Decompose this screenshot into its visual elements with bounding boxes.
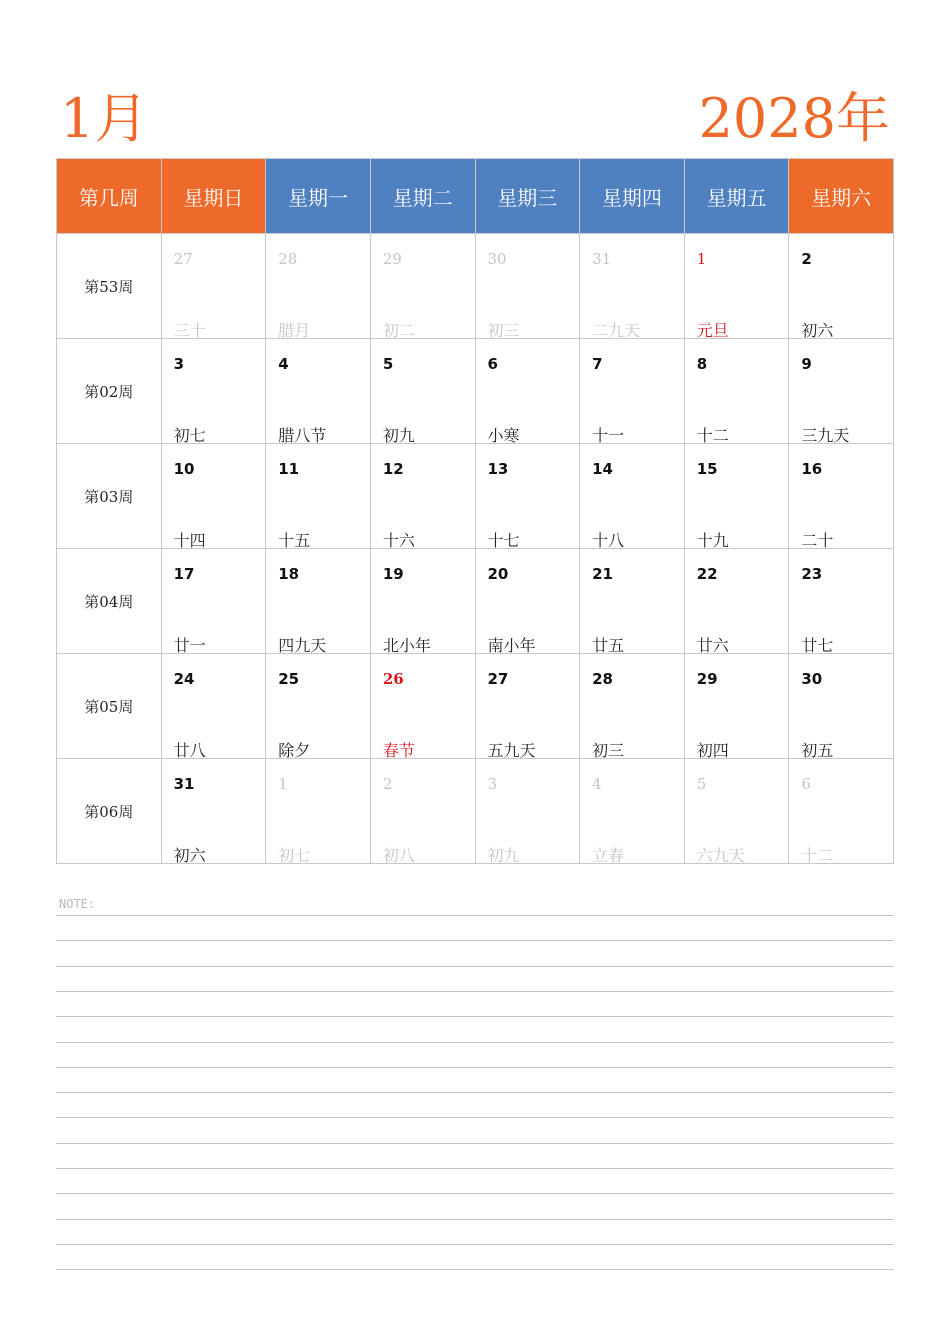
- week-number-cell: 第03周: [57, 444, 162, 549]
- note-line[interactable]: [56, 915, 894, 916]
- day-cell[interactable]: [370, 444, 475, 549]
- lunar-date: 二十: [801, 531, 834, 550]
- day-number: 27: [173, 250, 193, 268]
- day-number: 17: [173, 565, 195, 583]
- day-number: 31: [592, 250, 612, 268]
- day-cell[interactable]: [789, 759, 894, 864]
- lunar-date: 十六: [382, 531, 415, 550]
- week-row: [57, 759, 894, 864]
- note-line[interactable]: [56, 1244, 894, 1245]
- lunar-date: 初五: [801, 741, 834, 760]
- note-line[interactable]: [56, 1117, 894, 1118]
- day-cell[interactable]: [475, 339, 580, 444]
- lunar-date: 五九天: [487, 741, 536, 760]
- note-line[interactable]: [56, 991, 894, 992]
- note-label: NOTE:: [59, 897, 96, 911]
- lunar-date: 三十: [173, 321, 206, 340]
- day-number: 4: [592, 775, 602, 793]
- day-number: 20: [487, 565, 509, 583]
- lunar-date: 初二: [382, 321, 415, 340]
- lunar-date: 初六: [173, 846, 206, 865]
- day-cell[interactable]: [161, 549, 266, 654]
- day-number: 6: [801, 775, 811, 793]
- day-cell[interactable]: [684, 234, 789, 339]
- day-number: 2: [801, 250, 812, 268]
- day-cell[interactable]: [684, 339, 789, 444]
- day-cell[interactable]: [580, 759, 685, 864]
- day-cell[interactable]: [266, 339, 371, 444]
- day-cell[interactable]: [161, 654, 266, 759]
- day-number: 5: [382, 355, 394, 373]
- note-line[interactable]: [56, 966, 894, 967]
- lunar-date: 小寒: [487, 426, 520, 445]
- note-line[interactable]: [56, 1067, 894, 1068]
- week-row: [57, 339, 894, 444]
- lunar-date: 廿一: [173, 636, 206, 655]
- day-number: 7: [592, 355, 603, 373]
- day-number: 21: [592, 565, 613, 583]
- lunar-date: 元旦: [696, 321, 729, 340]
- day-cell[interactable]: [684, 549, 789, 654]
- day-number: 29: [696, 670, 718, 688]
- note-line[interactable]: [56, 1143, 894, 1144]
- lunar-date: 廿五: [592, 636, 625, 655]
- day-cell[interactable]: [266, 444, 371, 549]
- day-cell[interactable]: [684, 444, 789, 549]
- note-line[interactable]: [56, 1219, 894, 1220]
- day-number: 3: [173, 355, 185, 373]
- day-cell[interactable]: [684, 759, 789, 864]
- day-cell[interactable]: [580, 654, 685, 759]
- lunar-date: 初三: [487, 321, 520, 340]
- day-cell[interactable]: [266, 759, 371, 864]
- week-row: [57, 444, 894, 549]
- day-cell[interactable]: [161, 759, 266, 864]
- lunar-date: 十四: [173, 531, 206, 550]
- week-row: [57, 549, 894, 654]
- note-line[interactable]: [56, 940, 894, 941]
- day-number: 12: [382, 460, 404, 478]
- day-cell[interactable]: [475, 654, 580, 759]
- day-number: 3: [487, 775, 498, 793]
- day-cell[interactable]: [475, 759, 580, 864]
- year-title: 2028年: [698, 87, 890, 150]
- day-number: 24: [173, 670, 195, 688]
- lunar-date: 除夕: [278, 741, 311, 760]
- lunar-date: 六九天: [696, 846, 745, 865]
- lunar-date: 初七: [278, 846, 311, 865]
- note-line[interactable]: [56, 1016, 894, 1017]
- day-cell[interactable]: [161, 444, 266, 549]
- lunar-date: 十一: [592, 426, 625, 445]
- day-number: 6: [487, 355, 498, 373]
- lunar-date: 三九天: [801, 426, 850, 445]
- day-cell[interactable]: [475, 234, 580, 339]
- lunar-date: 春节: [382, 741, 415, 760]
- day-number: 11: [278, 460, 300, 478]
- lunar-date: 十五: [278, 531, 311, 550]
- day-number: 9: [801, 355, 812, 373]
- day-number: 13: [487, 460, 509, 478]
- day-cell[interactable]: [789, 654, 894, 759]
- lunar-date: 初三: [592, 741, 625, 760]
- day-number: 19: [382, 565, 404, 583]
- day-number: 31: [173, 775, 195, 793]
- lunar-date: 初八: [382, 846, 415, 865]
- lunar-date: 十二: [696, 426, 729, 445]
- day-cell[interactable]: [580, 549, 685, 654]
- lunar-date: 四九天: [278, 636, 327, 655]
- lunar-date: 北小年: [382, 636, 431, 655]
- lunar-date: 廿八: [173, 741, 206, 760]
- lunar-date: 初四: [696, 741, 729, 760]
- day-number: 23: [801, 565, 823, 583]
- day-number: 8: [696, 355, 708, 373]
- week-number-cell: 第05周: [57, 654, 162, 759]
- day-number: 10: [173, 460, 195, 478]
- lunar-date: 十八: [592, 531, 625, 550]
- lunar-date: 廿七: [801, 636, 834, 655]
- header-sunday: 星期日: [161, 159, 266, 234]
- day-number: 2: [382, 775, 393, 793]
- header-tuesday: 星期二: [370, 159, 475, 234]
- week-number-cell: 第06周: [57, 759, 162, 864]
- lunar-date: 初九: [382, 426, 415, 445]
- day-number: 22: [696, 565, 718, 583]
- note-line[interactable]: [56, 1168, 894, 1169]
- week-number-cell: 第02周: [57, 339, 162, 444]
- note-line[interactable]: [56, 1269, 894, 1270]
- calendar-table: [56, 158, 894, 864]
- day-number: 28: [592, 670, 613, 688]
- day-cell[interactable]: [580, 234, 685, 339]
- day-cell[interactable]: [370, 759, 475, 864]
- day-cell[interactable]: [161, 339, 266, 444]
- day-cell[interactable]: [789, 339, 894, 444]
- day-number: 30: [487, 250, 507, 268]
- header-monday: 星期一: [266, 159, 371, 234]
- header-wednesday: 星期三: [475, 159, 580, 234]
- day-cell[interactable]: [370, 234, 475, 339]
- day-cell[interactable]: [475, 444, 580, 549]
- lunar-date: 初六: [801, 321, 834, 340]
- day-number: 28: [278, 250, 298, 268]
- lunar-date: 十七: [487, 531, 520, 550]
- day-cell[interactable]: [684, 654, 789, 759]
- day-cell[interactable]: [161, 234, 266, 339]
- day-cell[interactable]: [475, 549, 580, 654]
- day-cell[interactable]: [266, 234, 371, 339]
- day-cell[interactable]: [789, 234, 894, 339]
- day-number: 15: [696, 460, 718, 478]
- day-number: 27: [487, 670, 509, 688]
- lunar-date: 腊八节: [278, 426, 327, 445]
- day-number: 4: [278, 355, 289, 373]
- day-number: 18: [278, 565, 300, 583]
- day-cell[interactable]: [266, 549, 371, 654]
- lunar-date: 廿六: [696, 636, 729, 655]
- lunar-date: 初九: [487, 846, 520, 865]
- week-row: [57, 654, 894, 759]
- week-number-cell: 第53周: [57, 234, 162, 339]
- day-cell[interactable]: [789, 444, 894, 549]
- lunar-date: 初七: [173, 426, 206, 445]
- note-line[interactable]: [56, 1042, 894, 1043]
- day-number: 1: [278, 775, 288, 793]
- header-friday: 星期五: [684, 159, 789, 234]
- lunar-date: 十九: [696, 531, 729, 550]
- day-cell[interactable]: [370, 339, 475, 444]
- day-number: 16: [801, 460, 823, 478]
- day-number: 29: [382, 250, 402, 268]
- day-cell[interactable]: [580, 339, 685, 444]
- note-line[interactable]: [56, 1092, 894, 1093]
- day-cell[interactable]: [580, 444, 685, 549]
- day-number: 14: [592, 460, 613, 478]
- month-title: 1月: [60, 87, 149, 150]
- day-number: 1: [696, 250, 707, 268]
- note-line[interactable]: [56, 1193, 894, 1194]
- week-number-cell: 第04周: [57, 549, 162, 654]
- day-cell[interactable]: [266, 654, 371, 759]
- header-thursday: 星期四: [580, 159, 685, 234]
- weekday-header-row: [57, 159, 894, 234]
- lunar-date: 南小年: [487, 636, 536, 655]
- lunar-date: 腊月: [278, 321, 311, 340]
- lunar-date: 十二: [801, 846, 834, 865]
- header-saturday: 星期六: [789, 159, 894, 234]
- day-number: 5: [696, 775, 707, 793]
- lunar-date: 二九天: [592, 321, 641, 340]
- week-row: [57, 234, 894, 339]
- day-cell[interactable]: [370, 549, 475, 654]
- lunar-date: 立春: [592, 846, 625, 865]
- day-number: 25: [278, 670, 300, 688]
- day-number: 30: [801, 670, 823, 688]
- day-number: 26: [382, 670, 404, 688]
- header-week-number: 第几周: [57, 159, 162, 234]
- day-cell[interactable]: [370, 654, 475, 759]
- day-cell[interactable]: [789, 549, 894, 654]
